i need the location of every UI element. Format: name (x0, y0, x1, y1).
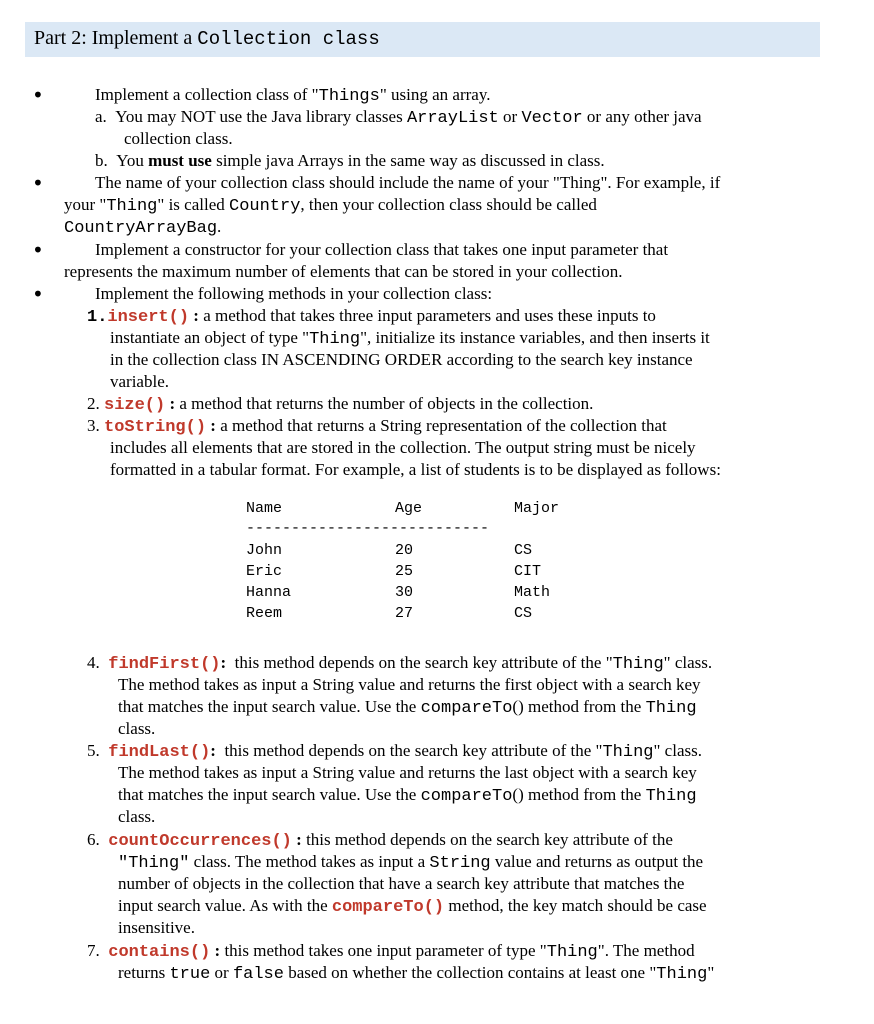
bullet-1-glyph: • (32, 83, 44, 107)
subitem-b: b. You must use simple java Arrays in the same way as discussed in class. (95, 151, 605, 170)
bullet-4-line-1: Implement the following methods in your collection class: (95, 284, 493, 303)
table-cell: 20 (395, 542, 414, 559)
method-6-line-5: insensitive. (118, 918, 195, 937)
table-cell: Eric (246, 563, 283, 580)
subitem-a-line-2: collection class. (124, 129, 233, 148)
table-cell: Reem (246, 605, 283, 622)
bullet-2-glyph: • (32, 171, 44, 195)
method-2: 2. size() : a method that returns the number of objects in the collection. (87, 394, 594, 415)
method-5-line-2: The method takes as input a String value and returns the last object with a search key (118, 763, 697, 782)
bullet-1-line-1: Implement a collection class of "Things" using an array. (95, 85, 491, 106)
method-6-line-3: number of objects in the collection that have a search key attribute that matches the (118, 874, 685, 893)
method-4-line-4: class. (118, 719, 156, 738)
header-text: Part 2: Implement a (34, 27, 198, 49)
method-6-line-4: input search value. As with the compareTo() method, the key match should be case (118, 896, 707, 917)
table-cell: Math (514, 584, 551, 601)
method-4-line-3: that matches the input search value. Use the compareTo() method from the Thing (118, 697, 697, 718)
subitem-a: a. You may NOT use the Java library classes ArrayList or Vector or any other java (95, 107, 702, 128)
method-7: 7. contains() : this method takes one input parameter of type "Thing". The method (87, 941, 695, 962)
table-header: Age (395, 500, 423, 517)
method-3-line-3: formatted in a tabular format. For example, a list of students is to be displayed as follows: (110, 460, 721, 479)
method-6-line-2: "Thing" class. The method takes as input a String value and returns as output the (118, 852, 704, 873)
header-code: Collection (197, 28, 312, 50)
method-5-line-3: that matches the input search value. Use the compareTo() method from the Thing (118, 785, 697, 806)
method-3-line-2: includes all elements that are stored in the collection. The output string must be nicely (110, 438, 696, 457)
table-cell: 25 (395, 563, 414, 580)
table-cell: CS (514, 605, 533, 622)
table-header: Major (514, 500, 560, 517)
table-cell: CS (514, 542, 533, 559)
table-divider: --------------------------- (246, 520, 490, 537)
method-1: 1.insert() : a method that takes three input parameters and uses these inputs to (87, 306, 656, 327)
table-cell: CIT (514, 563, 542, 580)
bullet-2-line-2: your "Thing" is called Country, then your collection class should be called (64, 195, 597, 216)
bullet-3-glyph: • (32, 238, 44, 262)
table-header: Name (246, 500, 283, 517)
table-cell: John (246, 542, 283, 559)
method-4: 4. findFirst(): this method depends on the search key attribute of the "Thing" class. (87, 653, 713, 674)
method-1-line-4: variable. (110, 372, 169, 391)
method-5: 5. findLast(): this method depends on the search key attribute of the "Thing" class. (87, 741, 702, 762)
method-3: 3. toString() : a method that returns a String representation of the collection that (87, 416, 667, 437)
header-suffix: class (311, 28, 380, 50)
bullet-2-line-1: The name of your collection class should include the name of your "Thing". For example, if (95, 173, 721, 192)
table-cell: 30 (395, 584, 414, 601)
method-7-line-2: returns true or false based on whether the collection contains at least one "Thing" (118, 963, 715, 984)
table-cell: Hanna (246, 584, 292, 601)
bullet-2-line-3: CountryArrayBag. (64, 217, 222, 238)
method-1-line-2: instantiate an object of type "Thing", initialize its instance variables, and then inserts it (110, 328, 710, 349)
bullet-4-glyph: • (32, 282, 44, 306)
method-1-line-3: in the collection class IN ASCENDING ORDER according to the search key instance (110, 350, 693, 369)
bullet-3-line-2: represents the maximum number of elements that can be stored in your collection. (64, 262, 623, 281)
bullet-3-line-1: Implement a constructor for your collection class that takes one input parameter that (95, 240, 669, 259)
method-6: 6. countOccurrences() : this method depends on the search key attribute of the (87, 830, 673, 851)
method-5-line-4: class. (118, 807, 156, 826)
table-cell: 27 (395, 605, 414, 622)
section-header (25, 22, 820, 57)
method-4-line-2: The method takes as input a String value and returns the first object with a search key (118, 675, 701, 694)
